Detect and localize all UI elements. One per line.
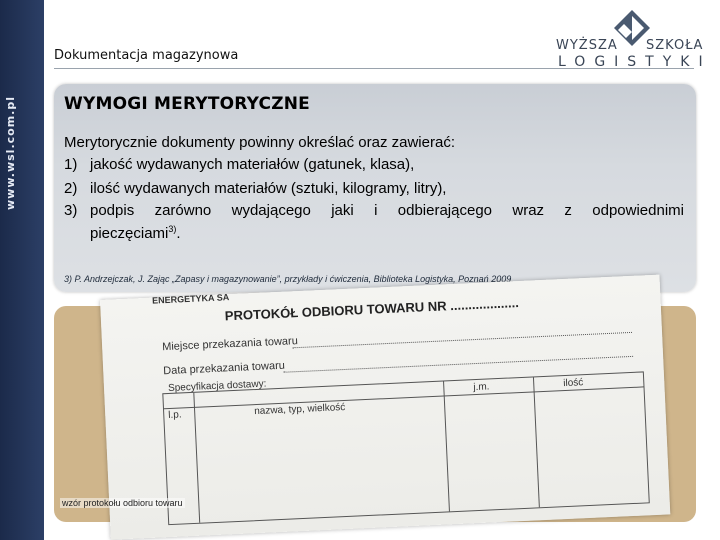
col-qty: ilość: [563, 377, 584, 390]
requirement-number: 1): [64, 156, 78, 173]
continuation-end: .: [176, 225, 181, 242]
footnote-ref: 3): [168, 224, 177, 234]
photo-caption: wzór protokołu odbioru towaru: [62, 498, 183, 508]
requirements-card: [54, 84, 696, 292]
footnote: 3) P. Andrzejczak, J. Zając „Zapasy i magazynowanie”, przykłady i ćwiczenia, Biblioteka Logistyka, Poznań 2009: [64, 274, 512, 284]
form-photo: [54, 292, 696, 522]
col-lp: l.p.: [168, 409, 182, 422]
form-paper: [100, 275, 670, 540]
logo-word-left: WYŻSZA: [556, 38, 618, 53]
card-title: WYMOGI MERYTORYCZNE: [64, 94, 310, 114]
form-title: PROTOKÓŁ ODBIORU TOWARU NR ...................: [224, 295, 520, 324]
table-line: [443, 381, 450, 511]
form-line: [292, 332, 632, 348]
form-line: [283, 356, 633, 373]
form-company: ENERGETYKA SA: [151, 292, 230, 306]
requirement-number: 3): [64, 202, 78, 219]
requirement-number: 2): [64, 180, 78, 197]
table-line: [533, 377, 540, 507]
table-line: [193, 393, 200, 523]
col-name: nazwa, typ, wielkość: [253, 401, 346, 418]
card-intro: Merytorycznie dokumenty powinny określać oraz zawierać:: [64, 134, 455, 151]
logo-word-right: SZKOŁA: [646, 38, 704, 53]
requirement-text: podpis zarówno wydającego jaki i odbierającego wraz z odpowiednimi: [90, 202, 684, 219]
sidebar-url: www.wsl.com.pl: [4, 96, 17, 210]
continuation-text: pieczęciami: [90, 225, 169, 242]
logo-line-2: LOGISTYKI: [558, 54, 712, 70]
form-spec-label: Specyfikacja dostawy:: [167, 378, 267, 394]
form-field-date: Data przekazania towaru: [163, 359, 286, 378]
page-title: Dokumentacja magazynowa: [54, 48, 239, 63]
requirement-continuation: [90, 224, 181, 242]
form-field-place: Miejsce przekazania towaru: [161, 335, 299, 354]
logo-mark-icon: [614, 10, 650, 46]
col-unit: j.m.: [473, 381, 490, 394]
sidebar-strip: [0, 0, 44, 540]
school-logo: [556, 8, 712, 70]
requirement-text: jakość wydawanych materiałów (gatunek, klasa),: [90, 156, 415, 173]
form-table: [162, 371, 649, 525]
table-line: [164, 386, 644, 409]
requirement-text: ilość wydawanych materiałów (sztuki, kilogramy, litry),: [90, 180, 447, 197]
